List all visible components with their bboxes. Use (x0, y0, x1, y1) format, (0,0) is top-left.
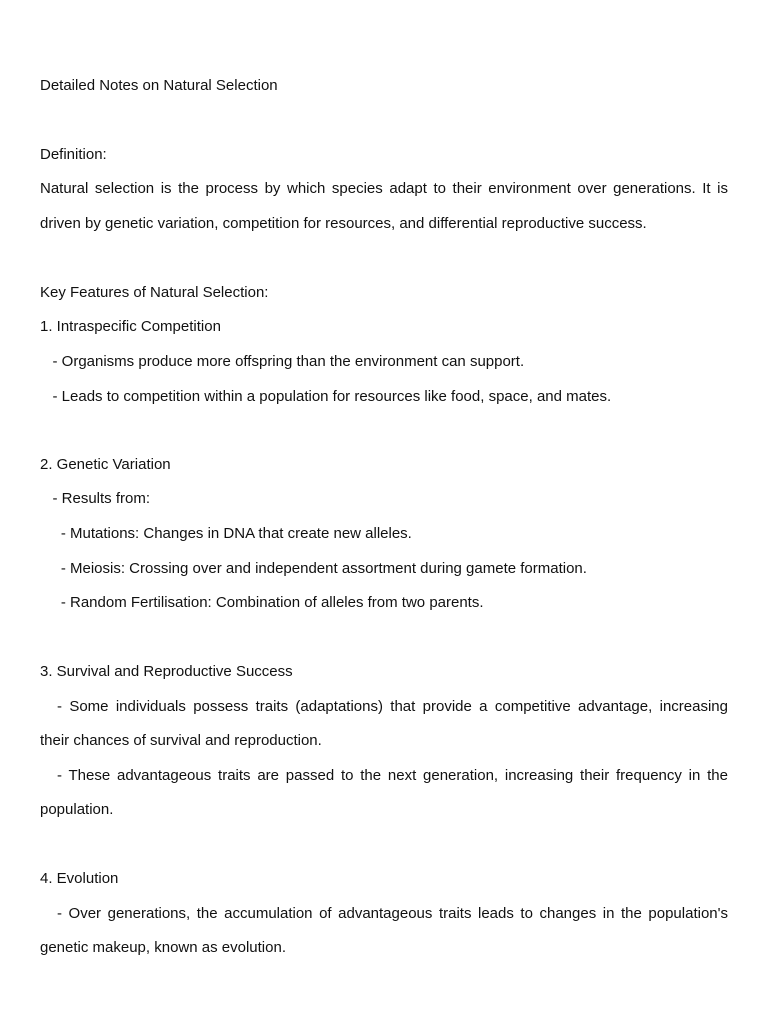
section-3-bullet-2-line-2: population. (40, 801, 114, 818)
section-2-sub-bullet-1: - Mutations: Changes in DNA that create new alleles. (40, 525, 412, 542)
section-2-bullet-1: - Results from: (40, 490, 151, 507)
section-4-heading: 4. Evolution (40, 870, 119, 887)
definition-heading: Definition: (40, 146, 107, 163)
section-1-heading: 1. Intraspecific Competition (40, 318, 221, 335)
section-2-heading: 2. Genetic Variation (40, 456, 171, 473)
section-4-bullet-1-line-1: - Over generations, the accumulation of advantageous traits leads to changes in the population's (57, 905, 728, 922)
section-1-bullet-1: - Organisms produce more offspring than the environment can support. (40, 353, 525, 370)
document-title: Detailed Notes on Natural Selection (40, 77, 278, 94)
section-1-bullet-2: - Leads to competition within a population for resources like food, space, and mates. (40, 388, 612, 405)
section-2-sub-bullet-3: - Random Fertilisation: Combination of alleles from two parents. (40, 594, 484, 611)
section-3-bullet-1-line-2: their chances of survival and reproduction. (40, 732, 322, 749)
definition-text-line-2: driven by genetic variation, competition for resources, and differential reproductive success. (40, 215, 647, 232)
section-4-bullet-1-line-2: genetic makeup, known as evolution. (40, 939, 286, 956)
section-3-bullet-1-line-1: - Some individuals possess traits (adaptations) that provide a competitive advantage, increasing (57, 698, 728, 715)
section-3-bullet-2-line-1: - These advantageous traits are passed to the next generation, increasing their frequency in the (57, 767, 728, 784)
section-2-sub-bullet-2: - Meiosis: Crossing over and independent assortment during gamete formation. (40, 560, 587, 577)
section-3-heading: 3. Survival and Reproductive Success (40, 663, 293, 680)
definition-text-line-1: Natural selection is the process by which species adapt to their environment over generations. It is (40, 180, 728, 197)
key-features-heading: Key Features of Natural Selection: (40, 284, 269, 301)
